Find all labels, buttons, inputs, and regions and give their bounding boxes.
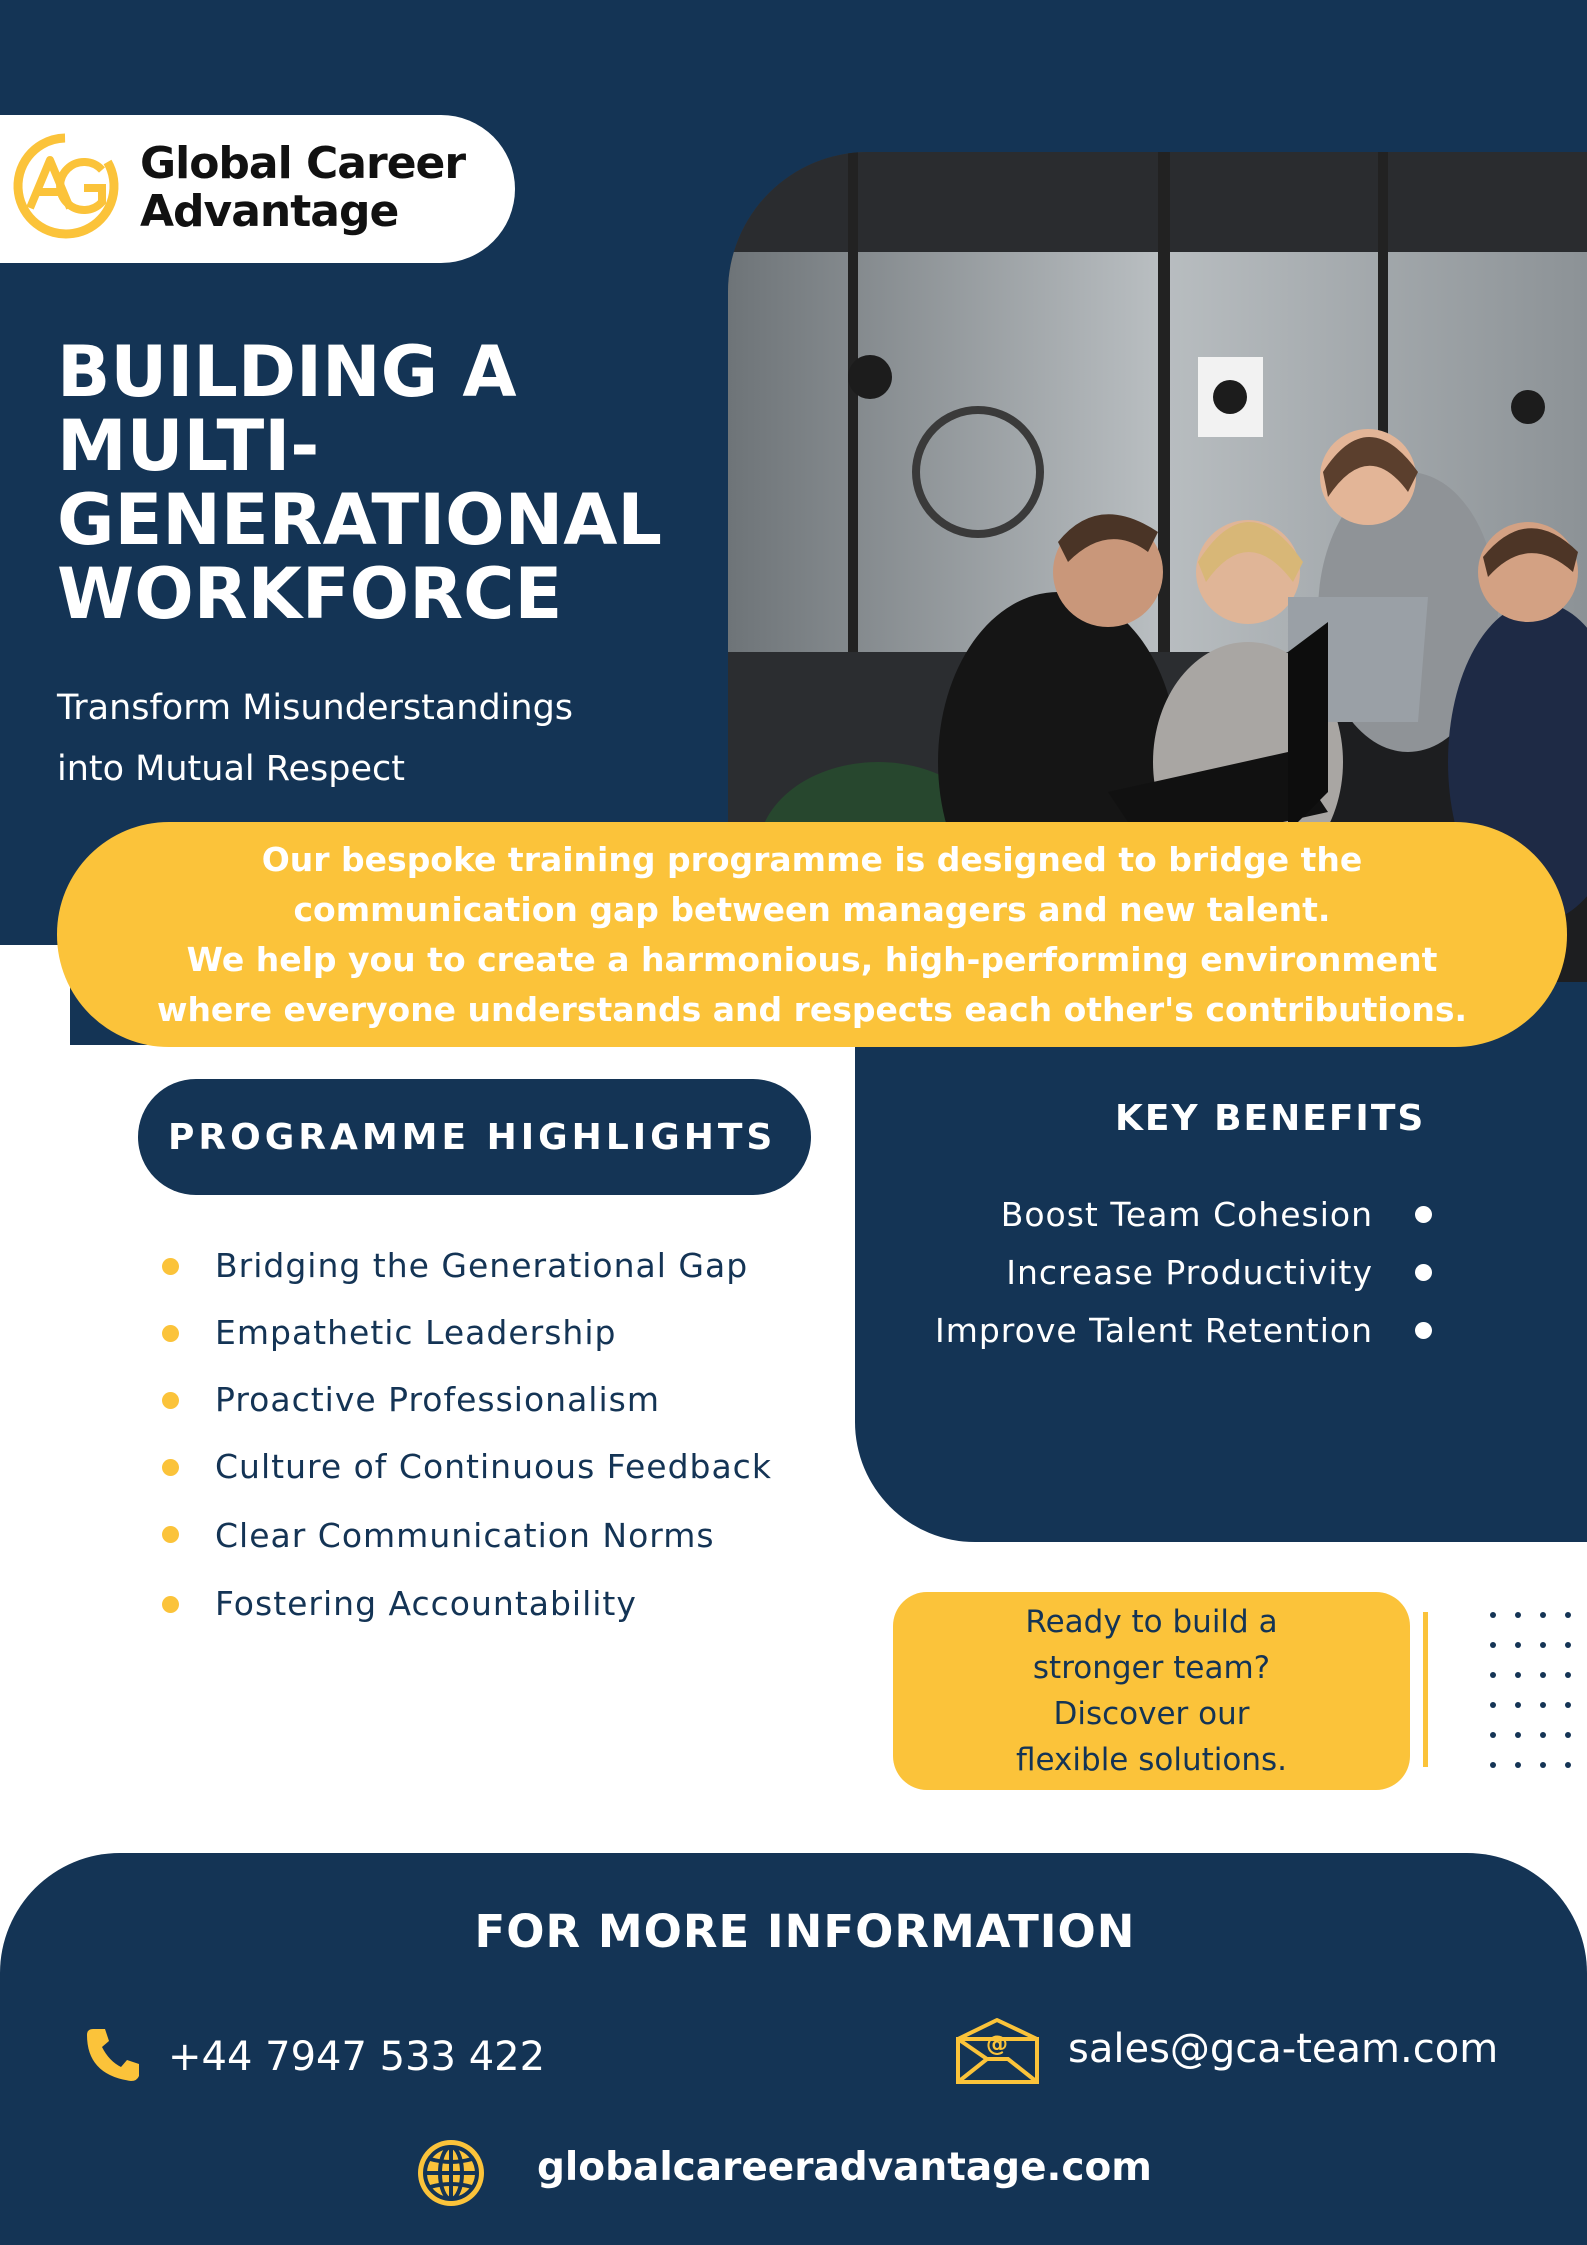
intro-line: where everyone understands and respects each other's contributions. <box>156 989 1468 1029</box>
title-line: BUILDING A <box>57 331 517 413</box>
intro-text <box>117 835 1507 1035</box>
highlight-label: Proactive Professionalism <box>215 1380 660 1419</box>
globe-icon <box>415 2137 487 2209</box>
page-title <box>57 331 737 635</box>
bullet-icon <box>162 1526 179 1543</box>
benefit-item <box>935 1301 1432 1359</box>
bullet-icon <box>1415 1264 1432 1281</box>
highlight-item <box>155 1500 772 1570</box>
highlight-item <box>155 1366 772 1433</box>
benefit-label: Improve Talent Retention <box>934 1310 1373 1350</box>
bullet-icon <box>162 1392 179 1409</box>
highlight-label: Clear Communication Norms <box>215 1515 715 1555</box>
bullet-icon <box>162 1596 179 1613</box>
title-line: MULTI- <box>57 405 320 487</box>
cta-line: Ready to build a <box>1025 1604 1278 1640</box>
svg-text:@: @ <box>986 2032 1008 2057</box>
gca-logo-icon <box>10 130 122 242</box>
highlight-item <box>155 1299 772 1366</box>
dot-grid-decoration <box>1490 1605 1587 1775</box>
intro-line: Our bespoke training programme is designed to bridge the <box>261 839 1363 879</box>
brand-name <box>140 140 465 236</box>
title-line: WORKFORCE <box>57 553 563 635</box>
email-envelope-icon <box>955 2017 1040 2085</box>
intro-line: communication gap between managers and new talent. <box>293 889 1331 929</box>
phone-icon <box>85 2025 143 2083</box>
highlight-label: Empathetic Leadership <box>215 1313 617 1352</box>
highlights-title: PROGRAMME HIGHLIGHTS <box>168 1116 777 1158</box>
cta-line: flexible solutions. <box>1016 1742 1287 1778</box>
bullet-icon <box>162 1459 179 1476</box>
benefits-title: KEY BENEFITS <box>1115 1098 1426 1139</box>
subtitle <box>57 678 697 800</box>
highlight-item <box>155 1570 772 1637</box>
email-address[interactable]: sales@gca-team.com <box>1068 2026 1499 2072</box>
benefit-item <box>935 1243 1432 1301</box>
footer-title: FOR MORE INFORMATION <box>474 1905 1136 1958</box>
brand-name-line: Advantage <box>140 186 399 237</box>
subtitle-line: Transform Misunderstandings <box>57 688 574 728</box>
bullet-icon <box>162 1325 179 1342</box>
cta-line: Discover our <box>1053 1696 1250 1732</box>
highlight-label: Fostering Accountability <box>215 1584 637 1623</box>
highlight-item <box>155 1433 772 1500</box>
subtitle-line: into Mutual Respect <box>57 749 405 789</box>
highlight-item <box>155 1232 772 1299</box>
decorative-divider <box>1423 1612 1428 1767</box>
highlights-heading-pill <box>138 1079 811 1195</box>
brand-name-line: Global Career <box>140 138 466 189</box>
bullet-icon <box>1415 1206 1432 1223</box>
cta-box <box>893 1592 1410 1790</box>
highlight-label: Culture of Continuous Feedback <box>215 1447 772 1486</box>
benefit-label: Increase Productivity <box>1006 1252 1373 1292</box>
intro-banner <box>57 822 1567 1047</box>
highlight-label: Bridging the Generational Gap <box>215 1246 749 1285</box>
highlights-list <box>155 1232 772 1637</box>
benefit-item <box>935 1185 1432 1243</box>
title-line: GENERATIONAL <box>57 479 662 561</box>
website-link[interactable]: globalcareeradvantage.com <box>537 2145 1152 2190</box>
cta-text <box>992 1599 1312 1783</box>
cta-line: stronger team? <box>1032 1650 1271 1686</box>
phone-number[interactable]: +44 7947 533 422 <box>168 2034 546 2080</box>
benefit-label: Boost Team Cohesion <box>1000 1194 1373 1234</box>
intro-line: We help you to create a harmonious, high-performing environment <box>186 939 1438 979</box>
benefits-list <box>935 1185 1432 1359</box>
bullet-icon <box>162 1258 179 1275</box>
bullet-icon <box>1415 1322 1432 1339</box>
